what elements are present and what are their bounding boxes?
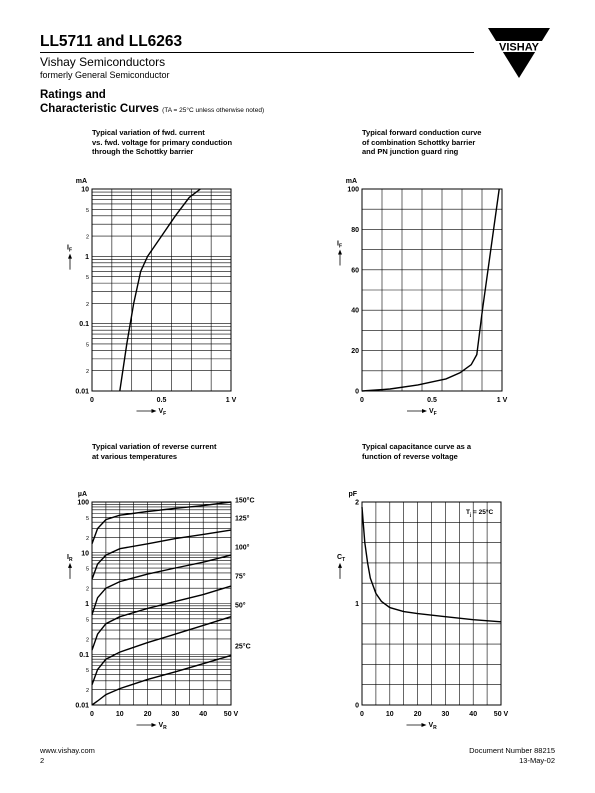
x-tick-label: 0 xyxy=(90,711,94,718)
company-name: Vishay Semiconductors xyxy=(40,55,166,69)
y-tick-label: 2 xyxy=(85,535,89,542)
x-tick-label: 10 xyxy=(115,711,124,718)
chart4-title: Typical capacitance curve as a function of reverse voltage xyxy=(362,442,472,461)
formerly-line: formerly General Semiconductor xyxy=(40,70,170,80)
footer-date: 13-May-02 xyxy=(519,756,555,765)
y-tick-label: 0.01 xyxy=(75,388,89,396)
chart-forward-conduction-linear xyxy=(337,178,508,417)
y-tick-label: 10 xyxy=(81,550,89,558)
chart-forward-current-log xyxy=(67,178,237,417)
x-axis-arrowhead xyxy=(422,723,427,727)
x-tick-label: 50 V xyxy=(493,711,509,718)
y-tick-label: 100 xyxy=(77,499,89,507)
y-tick-label: 1 xyxy=(85,253,89,261)
y-axis-label: $I_F$ xyxy=(337,240,343,250)
y-tick-label: 0.1 xyxy=(79,321,89,329)
x-axis-label: $V_F$ xyxy=(158,408,167,417)
x-tick-label: 20 xyxy=(143,711,152,718)
x-tick-label: 10 xyxy=(385,711,394,718)
y-axis-label: $I_F$ xyxy=(67,244,73,254)
series-label: 75° xyxy=(235,573,246,581)
y-tick-label: 5 xyxy=(85,207,89,214)
y-axis-arrowhead xyxy=(68,563,72,568)
y-tick-label: 40 xyxy=(351,307,359,315)
y-unit-label: pF xyxy=(348,491,357,498)
x-tick-label: 0.5 xyxy=(156,397,167,404)
x-axis-label: $V_R$ xyxy=(428,722,437,731)
section-conditions: (TA = 25°C unless otherwise noted) xyxy=(162,107,265,114)
y-tick-label: 2 xyxy=(85,586,89,593)
x-tick-label: 1 V xyxy=(496,397,508,404)
y-tick-label: 2 xyxy=(85,234,89,241)
logo-text: VISHAY xyxy=(499,41,539,54)
temperature-annotation: $T_j = 25^\circ C$ xyxy=(466,509,494,517)
y-axis-arrowhead xyxy=(338,250,342,255)
series-label: 150°C xyxy=(235,497,255,505)
series-label: 50° xyxy=(235,602,246,610)
series-label: 25°C xyxy=(235,643,251,651)
y-tick-label: 2 xyxy=(85,637,89,644)
x-axis-arrowhead xyxy=(152,723,157,727)
y-axis-label: $C_T$ xyxy=(337,553,346,563)
chart-reverse-current xyxy=(67,491,255,731)
x-tick-label: 0 xyxy=(90,397,94,404)
chart1-title: Typical variation of fwd. current vs. fwd. voltage for primary conduction through the Schottky barrier xyxy=(92,128,233,156)
y-tick-label: 20 xyxy=(351,348,359,356)
y-tick-label: 0.01 xyxy=(75,702,89,710)
y-tick-label: 2 xyxy=(355,499,359,507)
y-tick-label: 60 xyxy=(351,267,359,275)
x-tick-label: 30 xyxy=(441,711,450,718)
y-unit-label: mA xyxy=(75,178,87,185)
footer-page-number: 2 xyxy=(40,756,45,765)
x-tick-label: 40 xyxy=(199,711,208,718)
x-tick-label: 30 xyxy=(171,711,180,718)
x-axis-arrowhead xyxy=(152,409,157,413)
y-unit-label: µA xyxy=(77,491,87,498)
x-tick-label: 20 xyxy=(413,711,422,718)
y-tick-label: 2 xyxy=(85,301,89,308)
x-tick-label: 50 V xyxy=(223,711,239,718)
chart2-title: Typical forward conduction curve of combination Schottky barrier and PN junction guard ring xyxy=(362,128,482,156)
series-label: 125° xyxy=(235,515,250,523)
x-axis-label: $V_F$ xyxy=(429,408,437,417)
x-tick-label: 0 xyxy=(360,711,364,718)
chart3-title: Typical variation of reverse current at various temperatures xyxy=(92,442,217,461)
x-axis-arrowhead xyxy=(422,409,427,413)
document-title: LL5711 and LL6263 xyxy=(40,33,183,50)
x-tick-label: 0.5 xyxy=(427,397,437,404)
y-tick-label: 80 xyxy=(351,226,359,234)
y-tick-label: 10 xyxy=(81,186,89,194)
footer-doc-number: Document Number 88215 xyxy=(469,746,555,755)
x-tick-label: 0 xyxy=(360,397,364,404)
plot-frame xyxy=(92,189,231,391)
x-tick-label: 1 V xyxy=(225,397,237,404)
section-title-line2: Characteristic Curves xyxy=(40,103,159,115)
x-tick-label: 40 xyxy=(469,711,478,718)
y-tick-label: 2 xyxy=(85,369,89,376)
chart-capacitance xyxy=(337,491,509,731)
y-tick-label: 5 xyxy=(85,515,89,522)
y-tick-label: 5 xyxy=(85,275,89,282)
y-tick-label: 5 xyxy=(85,342,89,349)
y-tick-label: 5 xyxy=(85,617,89,624)
y-axis-arrowhead xyxy=(68,254,72,259)
y-tick-label: 0 xyxy=(355,388,359,396)
y-tick-label: 5 xyxy=(85,668,89,675)
y-tick-label: 2 xyxy=(85,688,89,695)
y-tick-label: 1 xyxy=(85,601,89,608)
series-label: 100° xyxy=(235,544,250,552)
y-tick-label: 0.1 xyxy=(79,651,89,659)
y-tick-label: 5 xyxy=(85,566,89,573)
y-axis-arrowhead xyxy=(338,563,342,568)
x-axis-label: $V_R$ xyxy=(158,722,167,731)
y-unit-label: mA xyxy=(345,178,357,185)
y-tick-label: 1 xyxy=(355,601,359,608)
footer-website: www.vishay.com xyxy=(40,746,95,755)
section-title-line1: Ratings and xyxy=(40,89,106,101)
y-axis-label: $I_R$ xyxy=(67,553,73,563)
y-tick-label: 0 xyxy=(355,702,359,710)
y-tick-label: 100 xyxy=(347,186,359,194)
